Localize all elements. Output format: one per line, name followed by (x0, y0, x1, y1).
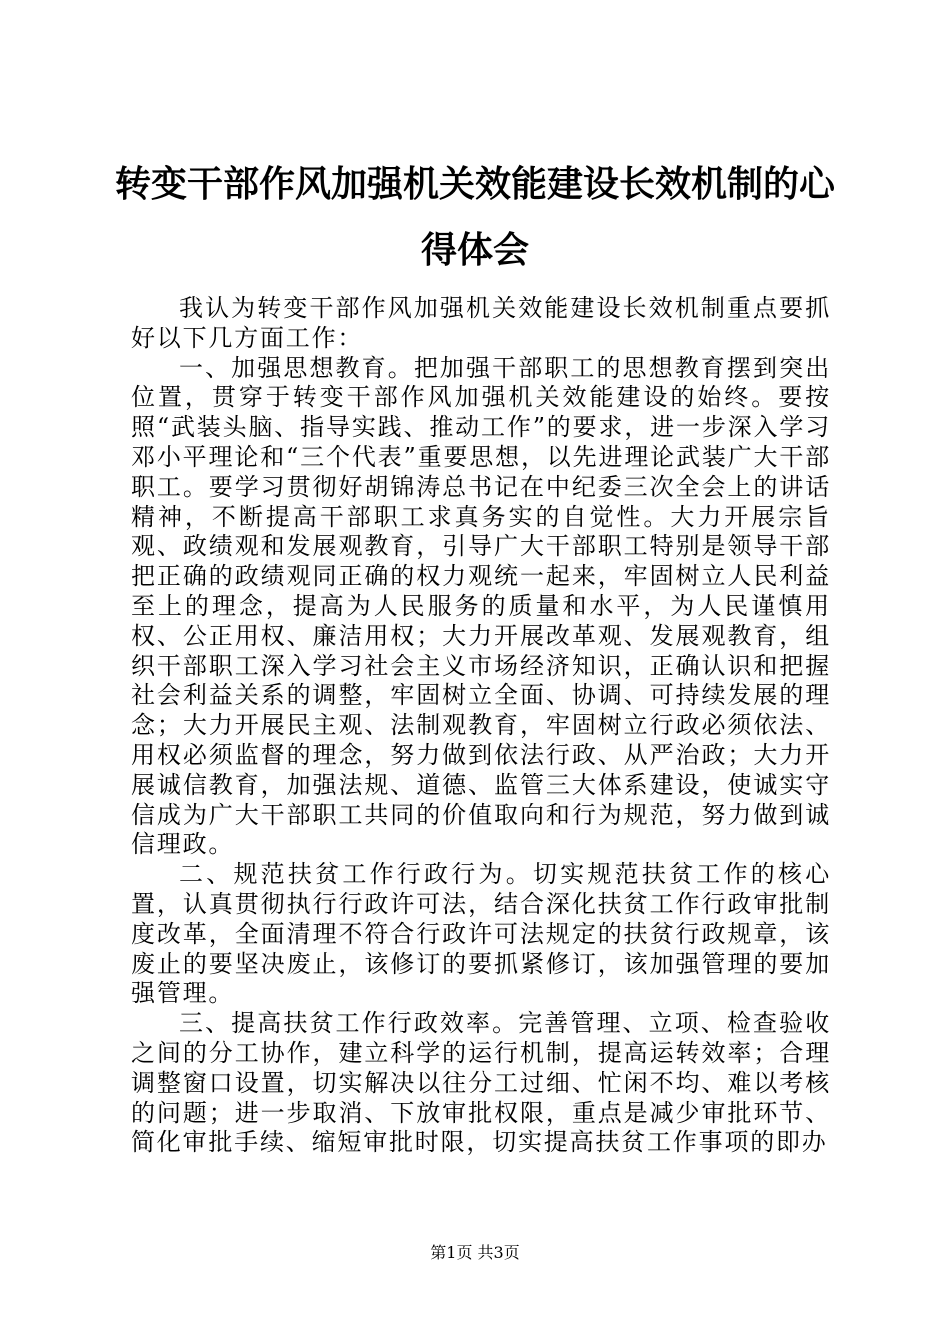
paragraph-intro: 我认为转变干部作风加强机关效能建设长效机制重点要抓好以下几方面工作： (131, 294, 831, 352)
paragraph-section-1: 一、加强思想教育。把加强干部职工的思想教育摆到突出位置，贯穿于转变干部作风加强机关效能建设的始终。要按照“武装头脑、指导实践、推动工作”的要求，进一步深入学习邓小平理论和“三个代表”重要思想，以先进理论武装广大干部职工。要学习贯彻好胡锦涛总书记在中纪委三次全会上的讲话精神，不断提高干部职工求真务实的自觉性。大力开展宗旨观、政绩观和发展观教育，引导广大干部职工特别是领导干部把正确的政绩观同正确的权力观统一起来，牢固树立人民利益至上的理念，提高为人民服务的质量和水平，为人民谨慎用权、公正用权、廉洁用权；大力开展改革观、发展观教育，组织干部职工深入学习社会主义市场经济知识，正确认识和把握社会利益关系的调整，牢固树立全面、协调、可持续发展的理念；大力开展民主观、法制观教育，牢固树立行政必须依法、用权必须监督的理念，努力做到依法行政、从严治政；大力开展诚信教育，加强法规、道德、监管三大体系建设，使诚实守信成为广大干部职工共同的价值取向和行为规范，努力做到诚信理政。 (131, 353, 831, 859)
document-body (131, 294, 831, 1158)
document-title: 转变干部作风加强机关效能建设长效机制的心得体会 (114, 164, 835, 271)
paragraph-section-2: 二、规范扶贫工作行政行为。切实规范扶贫工作的核心置，认真贯彻执行行政许可法，结合深化扶贫工作行政审批制度改革，全面清理不符合行政许可法规定的扶贫行政规章，该废止的要坚决废止，该修订的要抓紧修订，该加强管理的要加强管理。 (131, 860, 831, 1008)
paragraph-section-3: 三、提高扶贫工作行政效率。完善管理、立项、检查验收之间的分工协作，建立科学的运行机制，提高运转效率；合理调整窗口设置，切实解决以往分工过细、忙闲不均、难以考核的问题；进一步取消、下放审批权限，重点是减少审批环节、简化审批手续、缩短审批时限，切实提高扶贫工作事项的即办 (131, 1009, 831, 1157)
page-footer: 第1页 共3页 (430, 1243, 520, 1262)
